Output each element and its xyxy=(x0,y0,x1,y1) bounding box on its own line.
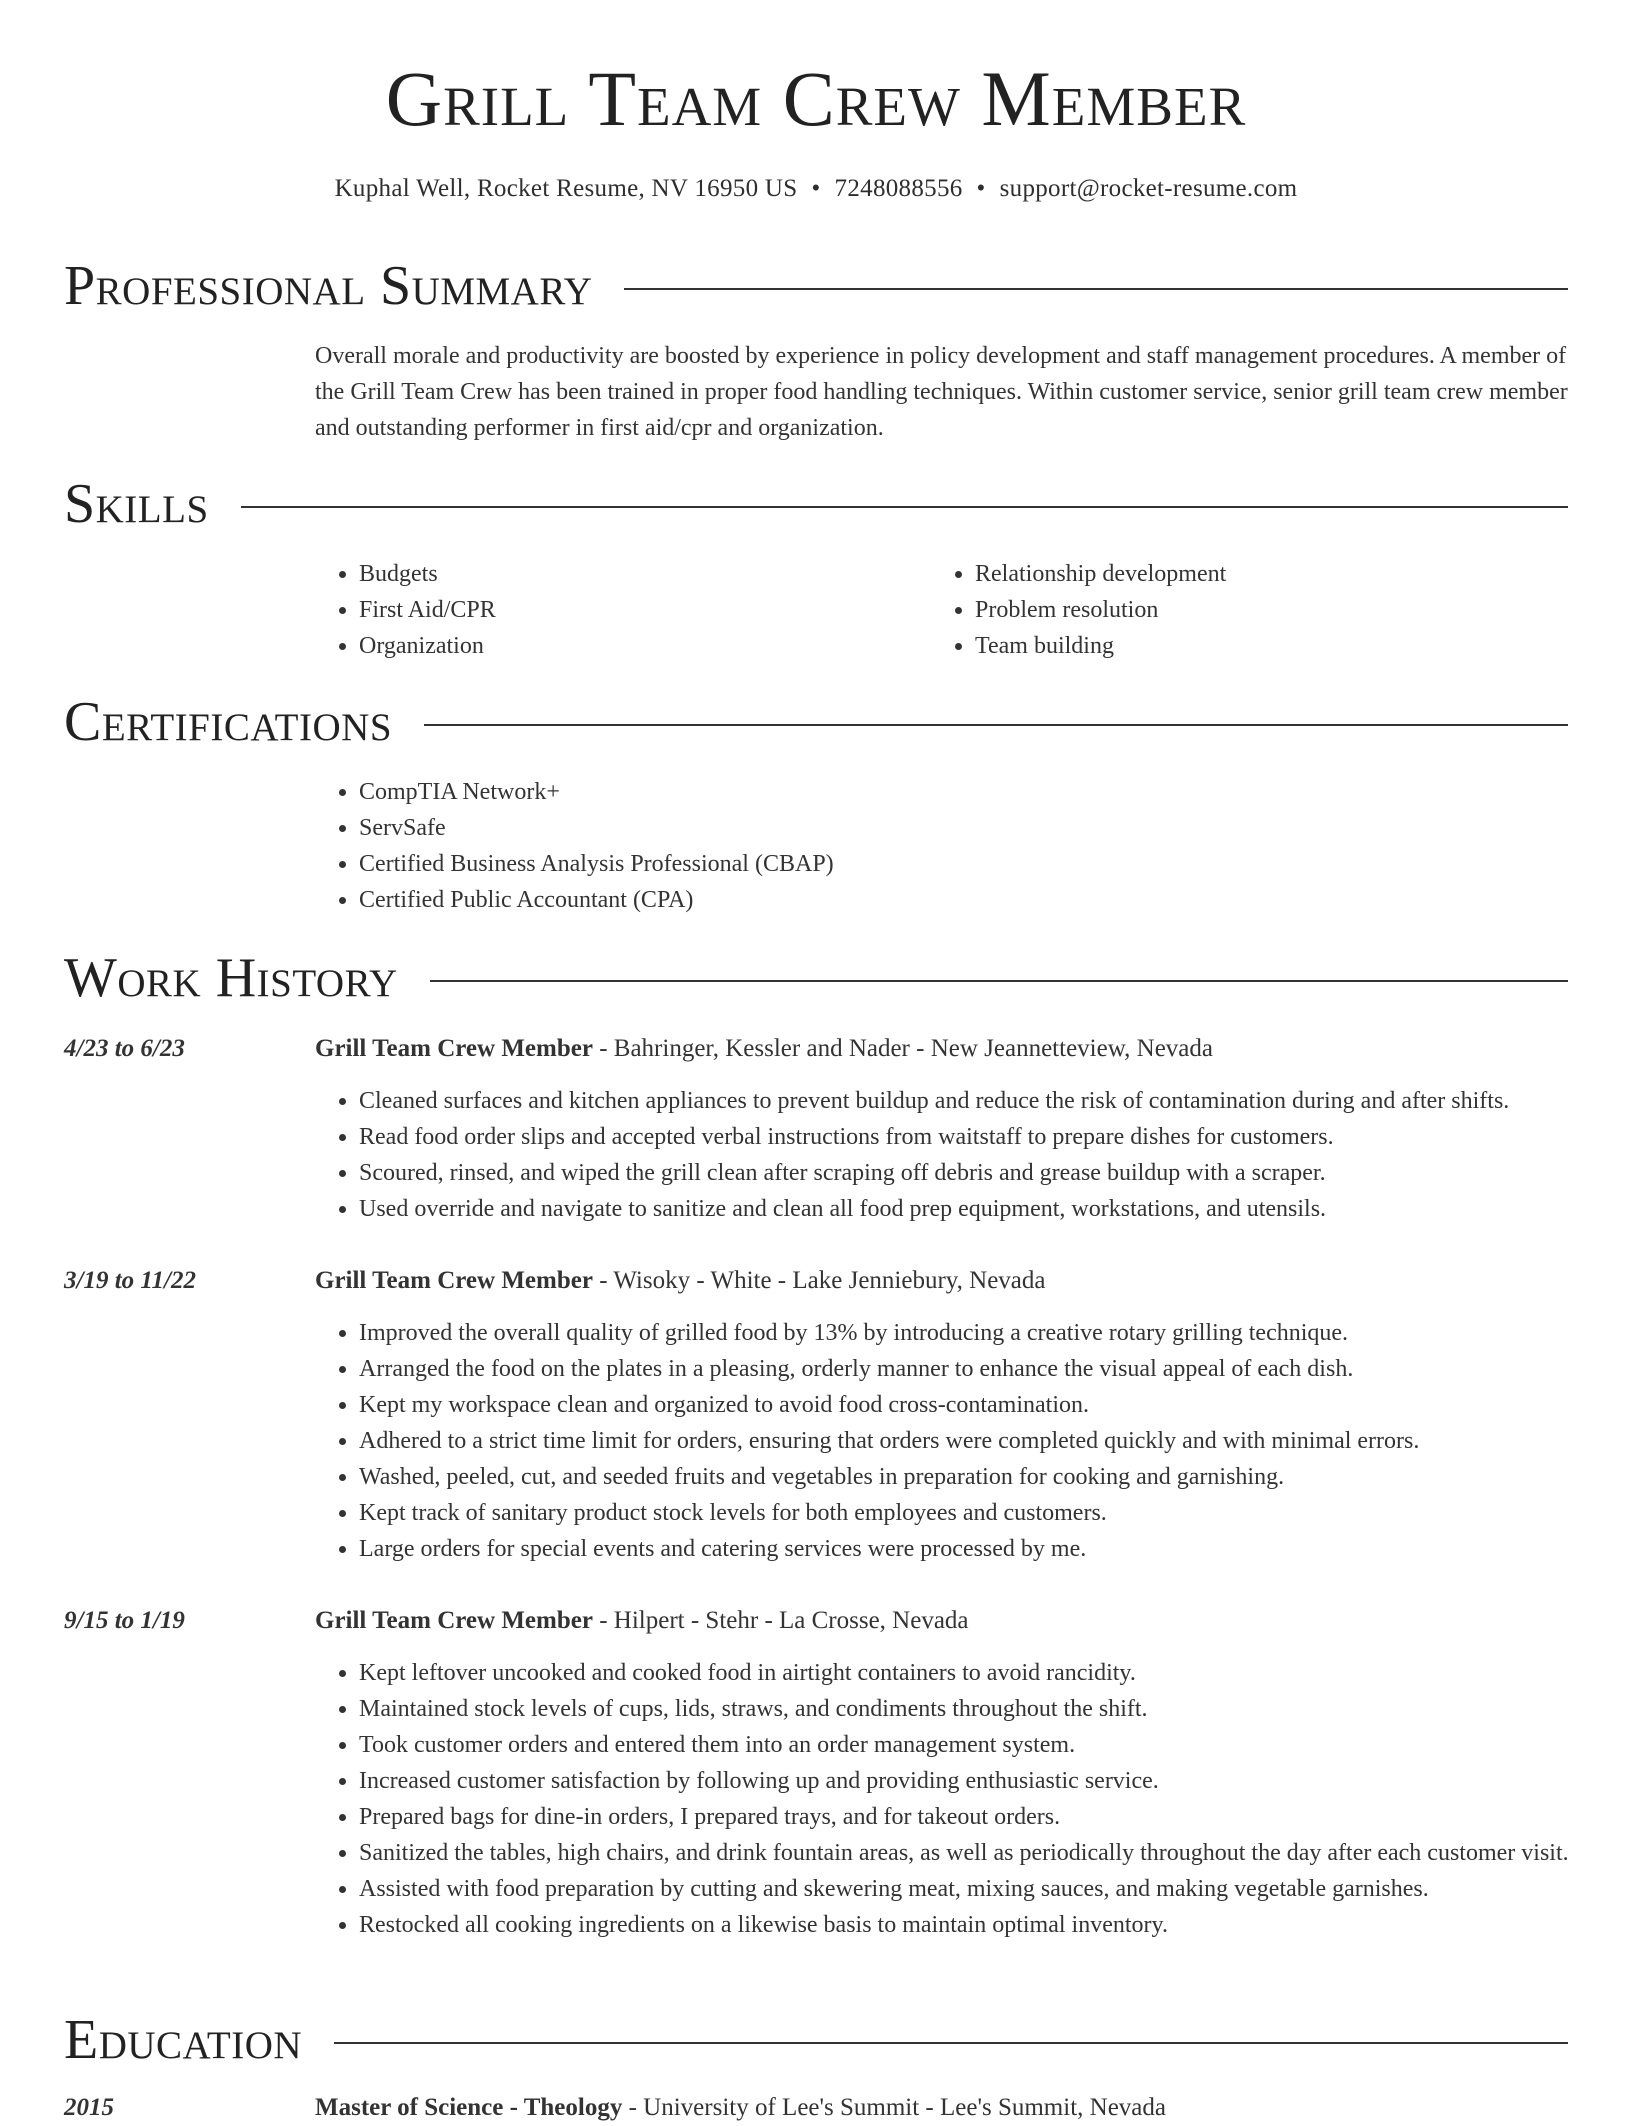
section-rule xyxy=(334,2042,1568,2044)
section-header-education xyxy=(64,2009,1568,2071)
contact-address: Kuphal Well, Rocket Resume, NV 16950 US xyxy=(334,175,798,202)
section-header-skills xyxy=(64,473,1568,535)
section-header-summary xyxy=(64,255,1568,317)
section-title-work-history: Work History xyxy=(64,947,398,1009)
job-bullet: • Kept track of sanitary product stock levels for both employees and customers. xyxy=(359,1495,1612,1531)
education-date: 2015 xyxy=(64,2094,114,2121)
section-rule xyxy=(424,724,1568,726)
job-bullet: • Large orders for special events and catering services were processed by me. xyxy=(359,1531,1612,1567)
contact-phone: 7248088556 xyxy=(834,175,963,202)
contact-separator: • xyxy=(976,175,986,202)
job-bullet: • Kept leftover uncooked and cooked food in airtight containers to avoid rancidity. xyxy=(359,1655,1612,1691)
job-bullet: • Used override and navigate to sanitize and clean all food prep equipment, workstations, and utensils. xyxy=(359,1191,1612,1227)
job-bullet: • Read food order slips and accepted verbal instructions from waitstaff to prepare dishes for customers. xyxy=(359,1119,1612,1155)
education-degree: Master of Science - Theology xyxy=(315,2094,623,2121)
job-dates: 4/23 to 6/23 xyxy=(64,1035,185,1062)
certification-item: • Certified Business Analysis Professional (CBAP) xyxy=(359,846,1559,882)
job-bullet: • Sanitized the tables, high chairs, and drink fountain areas, as well as periodically throughout the day after each customer visit. xyxy=(359,1835,1612,1871)
summary-text: Overall morale and productivity are boosted by experience in policy development and staff management procedures. A member of the Grill Team Crew has been trained in proper food handling techniques. Within customer service, senior grill team crew member and outstanding performer in first aid/cpr and organization. xyxy=(315,343,1568,441)
section-rule xyxy=(241,506,1568,508)
job-heading xyxy=(315,1263,1568,1299)
job-bullet: • Washed, peeled, cut, and seeded fruits and vegetables in preparation for cooking and garnishing. xyxy=(359,1459,1612,1495)
skill-item: • Budgets xyxy=(359,556,919,592)
job-employer-location: - Hilpert - Stehr - La Crosse, Nevada xyxy=(592,1607,969,1634)
section-header-certifications xyxy=(64,691,1568,753)
section-header-work-history xyxy=(64,947,1568,1009)
job-bullets xyxy=(315,1655,1612,1943)
contact-email: support@rocket-resume.com xyxy=(999,175,1298,202)
section-title-education: Education xyxy=(64,2009,303,2071)
job-title: Grill Team Crew Member xyxy=(315,1267,593,1294)
job-title: Grill Team Crew Member xyxy=(315,1607,593,1634)
section-title-certifications: Certifications xyxy=(64,691,393,753)
job-bullet: • Took customer orders and entered them into an order management system. xyxy=(359,1727,1612,1763)
job-bullet: • Improved the overall quality of grilled food by 13% by introducing a creative rotary grilling technique. xyxy=(359,1315,1612,1351)
certifications-list xyxy=(315,774,1559,918)
job-bullet: • Cleaned surfaces and kitchen appliances to prevent buildup and reduce the risk of contamination during and after shifts. xyxy=(359,1083,1612,1119)
job-heading xyxy=(315,1603,1568,1639)
skill-item: • Problem resolution xyxy=(975,592,1575,628)
education-heading xyxy=(315,2090,1568,2126)
skills-list-right xyxy=(931,556,1575,664)
job-bullets xyxy=(315,1083,1612,1227)
job-bullet: • Prepared bags for dine-in orders, I prepared trays, and for takeout orders. xyxy=(359,1799,1612,1835)
section-rule xyxy=(624,288,1568,290)
job-bullets xyxy=(315,1315,1612,1567)
contact-line xyxy=(0,175,1632,203)
job-bullet: • Adhered to a strict time limit for orders, ensuring that orders were completed quickly and with minimal errors. xyxy=(359,1423,1612,1459)
certification-item: • CompTIA Network+ xyxy=(359,774,1559,810)
contact-separator: • xyxy=(811,175,821,202)
section-title-summary: Professional Summary xyxy=(64,255,593,317)
skill-item: • First Aid/CPR xyxy=(359,592,919,628)
job-dates: 3/19 to 11/22 xyxy=(64,1267,196,1294)
job-employer-location: - Bahringer, Kessler and Nader - New Jeannetteview, Nevada xyxy=(592,1035,1213,1062)
skill-item: • Relationship development xyxy=(975,556,1575,592)
resume-title: Grill Team Crew Member xyxy=(385,55,1247,142)
skill-item: • Organization xyxy=(359,628,919,664)
job-bullet: • Increased customer satisfaction by following up and providing enthusiastic service. xyxy=(359,1763,1612,1799)
skills-list-left xyxy=(315,556,919,664)
skill-item: • Team building xyxy=(975,628,1575,664)
job-bullet: • Assisted with food preparation by cutting and skewering meat, mixing sauces, and making vegetable garnishes. xyxy=(359,1871,1612,1907)
section-rule xyxy=(430,980,1568,982)
job-bullet: • Restocked all cooking ingredients on a likewise basis to maintain optimal inventory. xyxy=(359,1907,1612,1943)
certification-item: • Certified Public Accountant (CPA) xyxy=(359,882,1559,918)
job-title: Grill Team Crew Member xyxy=(315,1035,593,1062)
job-bullet: • Scoured, rinsed, and wiped the grill clean after scraping off debris and grease buildup with a scraper. xyxy=(359,1155,1612,1191)
job-dates: 9/15 to 1/19 xyxy=(64,1607,185,1634)
certification-item: • ServSafe xyxy=(359,810,1559,846)
job-employer-location: - Wisoky - White - Lake Jenniebury, Nevada xyxy=(592,1267,1046,1294)
education-school-location: - University of Lee's Summit - Lee's Summit, Nevada xyxy=(622,2094,1166,2121)
section-title-skills: Skills xyxy=(64,473,209,535)
job-bullet: • Kept my workspace clean and organized to avoid food cross-contamination. xyxy=(359,1387,1612,1423)
job-bullet: • Arranged the food on the plates in a pleasing, orderly manner to enhance the visual appeal of each dish. xyxy=(359,1351,1612,1387)
job-heading xyxy=(315,1031,1568,1067)
job-bullet: • Maintained stock levels of cups, lids, straws, and condiments throughout the shift. xyxy=(359,1691,1612,1727)
